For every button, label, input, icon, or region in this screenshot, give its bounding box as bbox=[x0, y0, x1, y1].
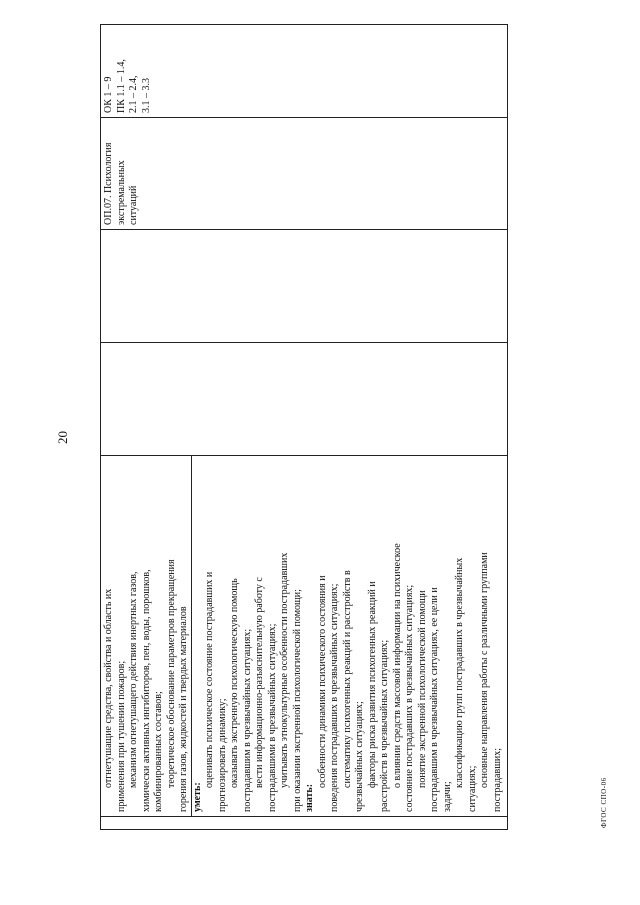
text-line: оказывать экстренную психологическую помощь bbox=[229, 578, 240, 788]
text-line: химически активных ингибиторов, пен, воды, порошков, bbox=[140, 569, 152, 812]
text-line: основные направления работы с различными группами bbox=[479, 552, 490, 788]
knowledge-skills-text bbox=[101, 456, 504, 816]
text-line: систематику психогенных реакций и расстройств в bbox=[341, 570, 353, 788]
index-cell bbox=[101, 817, 508, 830]
text-line: пострадавших; bbox=[491, 747, 503, 812]
text-line: пострадавшим в чрезвычайных ситуациях; bbox=[241, 628, 253, 812]
text-line: ОП.07. Психология bbox=[103, 142, 114, 225]
text-line: пострадавшим в чрезвычайных ситуациях, ее цели и bbox=[429, 587, 440, 812]
discipline-text bbox=[101, 118, 141, 229]
text-line: состояние пострадавших в чрезвычайных ситуациях; bbox=[404, 584, 415, 812]
text-line: оценивать психическое состояние пострадавших и bbox=[204, 571, 215, 788]
text-line: поведения пострадавших в чрезвычайных ситуациях; bbox=[329, 583, 340, 812]
text-line: задачи; bbox=[441, 781, 453, 812]
text-line: ситуациях; bbox=[466, 765, 478, 812]
text-line: комбинированных составов; bbox=[153, 691, 164, 812]
competency-table bbox=[100, 24, 508, 830]
text-line: 2.1 – 2.4, bbox=[128, 75, 139, 113]
competency-codes-cell bbox=[101, 25, 508, 118]
page-number: 20 bbox=[55, 431, 70, 444]
text-line: пострадавшими в чрезвычайных ситуациях; bbox=[266, 623, 278, 812]
text-line: классификацию групп пострадавших в чрезвычайных bbox=[454, 557, 465, 788]
competency-codes-text bbox=[101, 25, 153, 117]
umet-heading: уметь: bbox=[191, 456, 205, 816]
znat-heading: знать: bbox=[304, 783, 315, 812]
table-row bbox=[101, 25, 508, 830]
text-line: отгнетушащие средства, свойства и область их bbox=[103, 588, 114, 788]
text-line: прогнозировать динамику; bbox=[216, 698, 228, 812]
text-line: учитывать этнокультурные особенности пострадавших bbox=[279, 552, 290, 788]
text-line: вести информационно-разъяснительную работу с bbox=[254, 577, 265, 788]
text-line: экстремальных bbox=[115, 160, 127, 225]
text-line: понятие экстренной психологической помощи bbox=[416, 590, 428, 788]
text-line: чрезвычайных ситуациях; bbox=[354, 701, 365, 812]
text-line: при оказании экстренной психологической помощи; bbox=[291, 589, 303, 812]
knowledge-skills-cell bbox=[101, 456, 508, 817]
empty-cell bbox=[101, 343, 508, 456]
text-line: расстройств в чрезвычайных ситуациях; bbox=[379, 639, 390, 812]
text-line: механизм огнетушащего действия инертных газов, bbox=[128, 571, 139, 788]
text-line: ситуаций bbox=[128, 185, 139, 225]
text-line: 3.1 – 3.3 bbox=[140, 78, 152, 113]
text-line: ПК 1.1 – 1.4, bbox=[115, 59, 127, 113]
text-line: факторы риска развития психогенных реакций и bbox=[366, 581, 378, 788]
text-line: о влиянии средств массовой информации на психическое bbox=[391, 543, 403, 788]
text-line: горения газов, жидкостей и твердых материалов bbox=[178, 606, 189, 812]
text-line: теоретическое обоснование параметров прекращения bbox=[165, 559, 177, 788]
footer-code: ФГОС СПО-06 bbox=[600, 777, 608, 828]
text-line: ОК 1 – 9 bbox=[103, 76, 114, 113]
text-line: особенности динамики психического состояния и bbox=[316, 575, 328, 788]
text-line: применения при тушении пожаров; bbox=[115, 660, 127, 812]
discipline-cell bbox=[101, 118, 508, 230]
empty-cell bbox=[101, 230, 508, 343]
